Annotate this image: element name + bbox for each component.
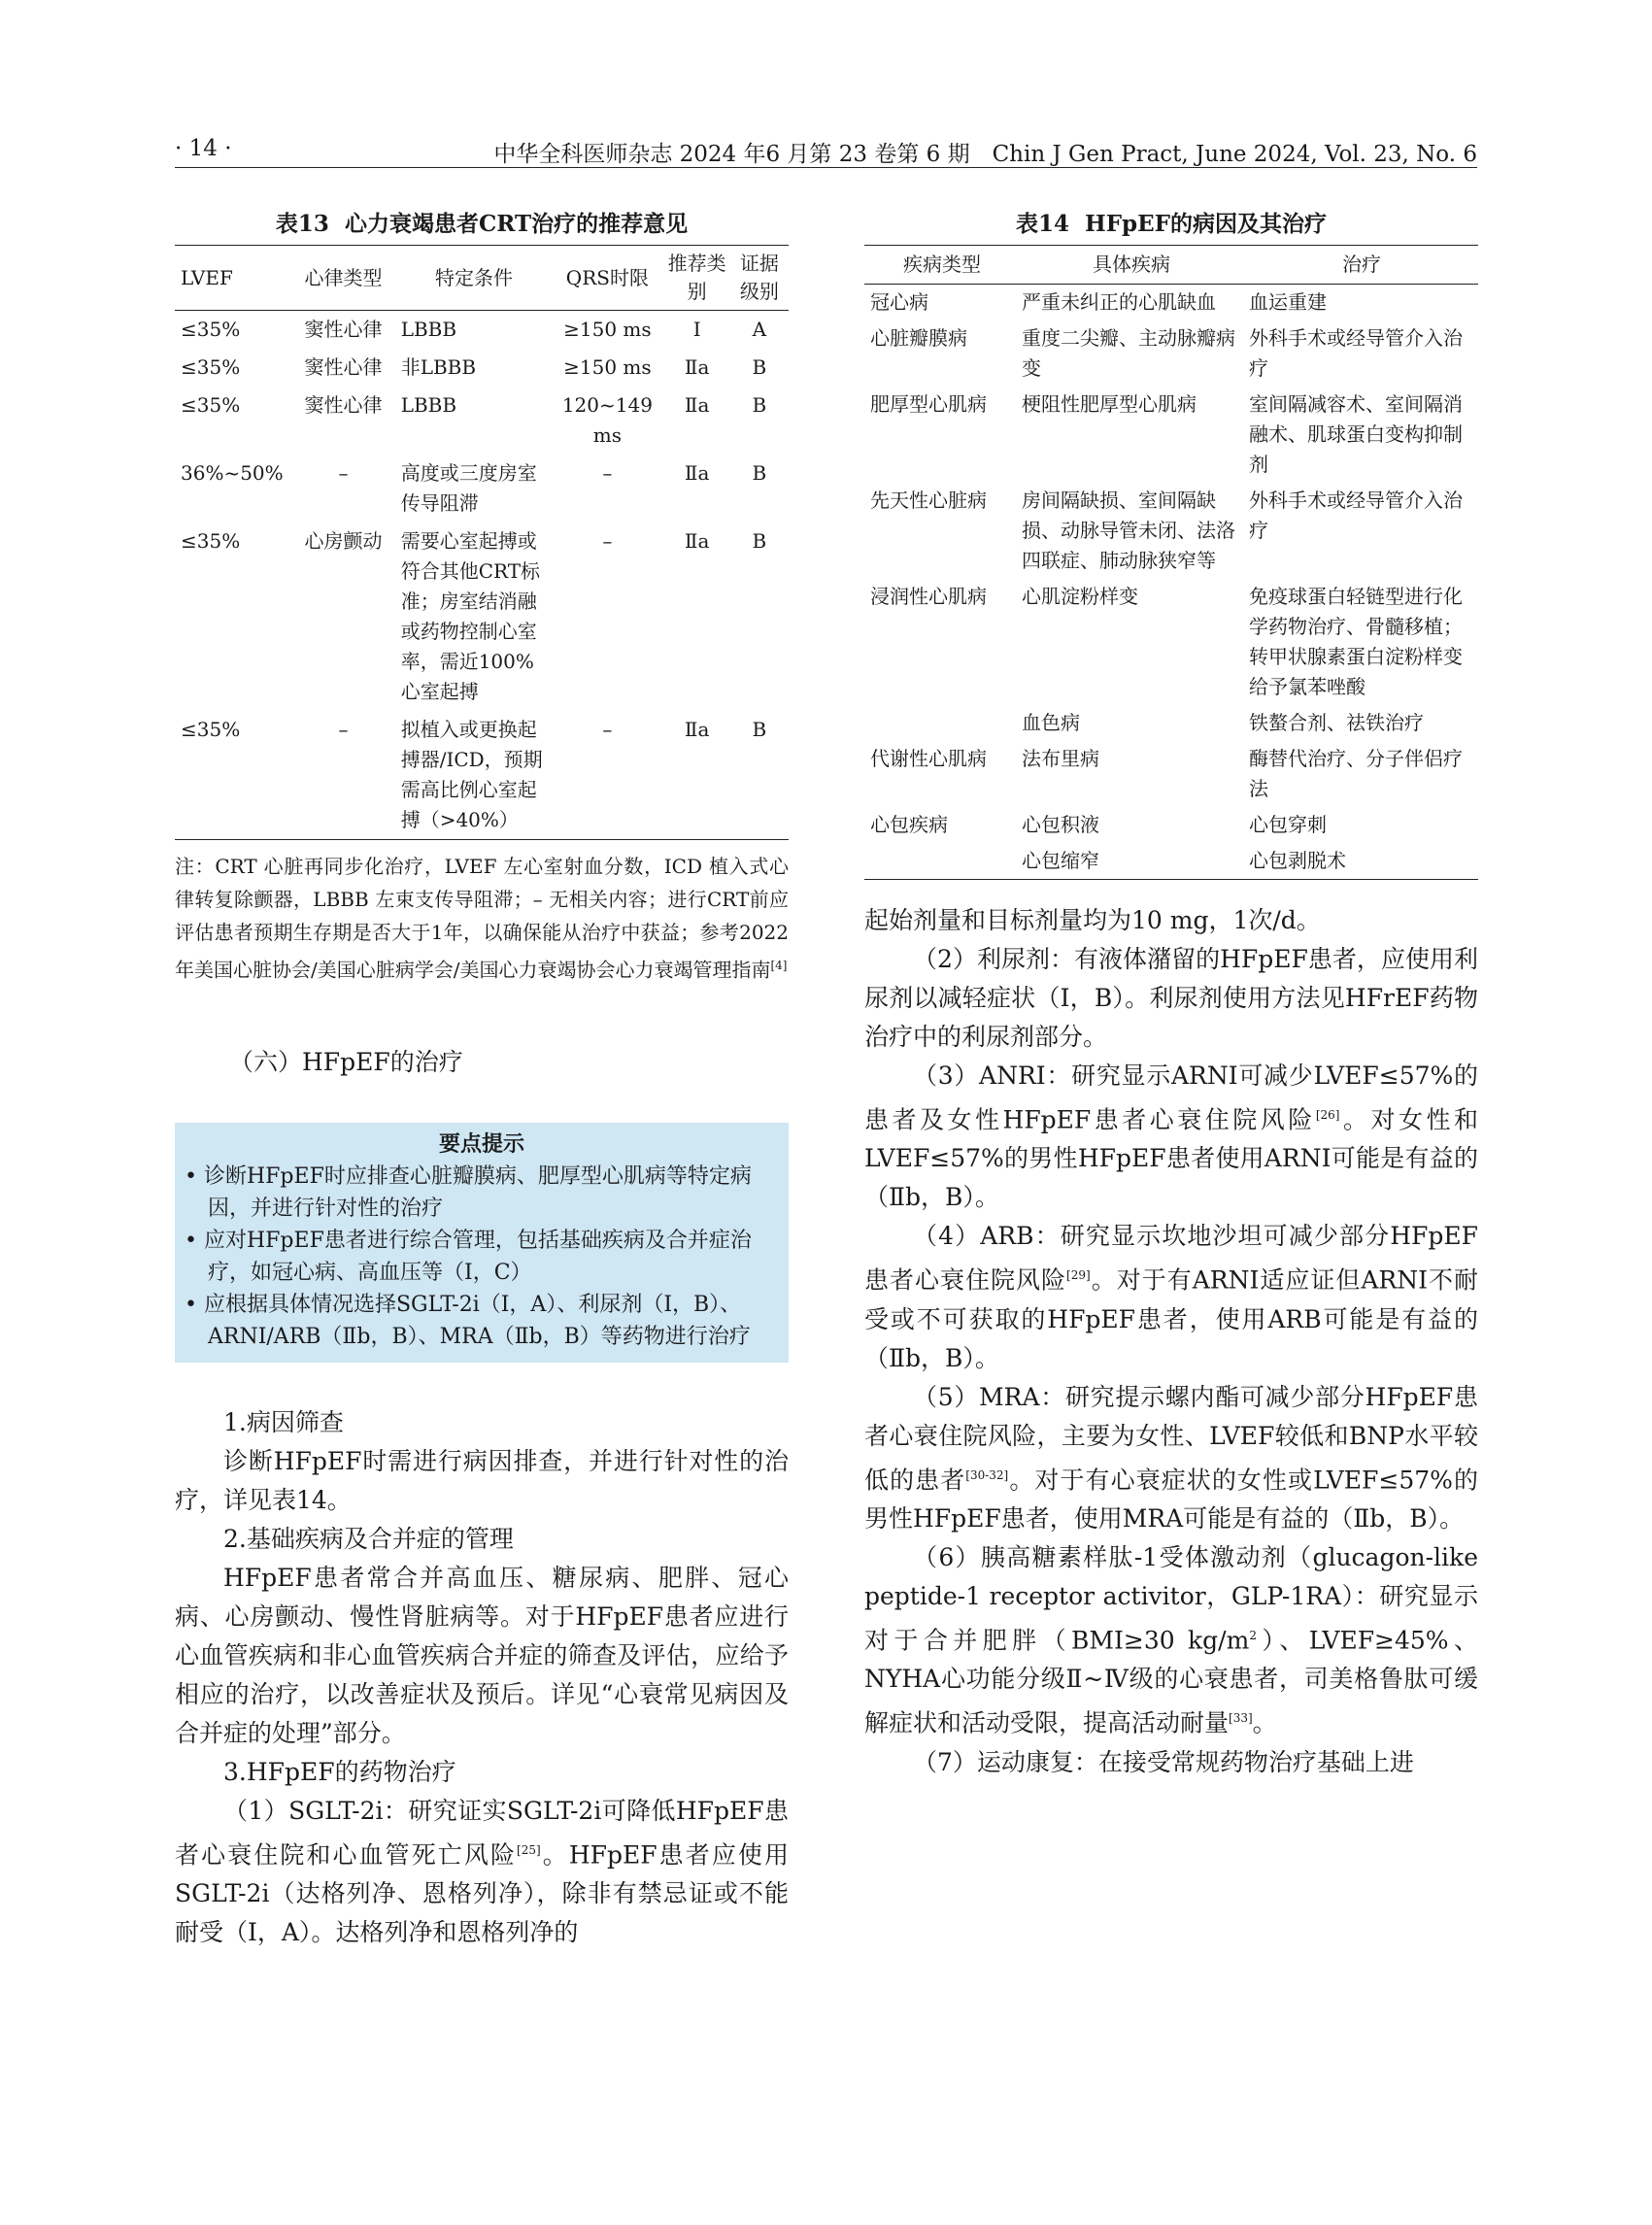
paragraph-text: 。对于有ARNI适应证但ARNI不耐受或不可获取的HFpEF患者，使用ARB可能是有益的（Ⅱb，B）。 <box>864 1265 1478 1372</box>
table13-header: LVEF <box>175 246 289 311</box>
table-cell: LBBB <box>400 318 457 341</box>
table-row <box>175 711 789 840</box>
table-cell: Ⅱa <box>684 393 710 417</box>
table13-header: 证据级别 <box>730 246 789 311</box>
table-cell: B <box>752 529 767 553</box>
paragraph <box>864 1538 1478 1743</box>
keypoints-title: 要点提示 <box>438 1130 524 1157</box>
paragraph-text: （1）SGLT-2i：研究证实SGLT-2i可降低HFpEF患者心衰住院和心血管死亡风险 <box>175 1796 789 1869</box>
citation: [25] <box>517 1842 541 1857</box>
table-cell: 窦性心律 <box>304 393 383 417</box>
paragraph-text: 。 <box>1252 1708 1277 1737</box>
table-cell: 窦性心律 <box>304 355 383 379</box>
table-cell: Ⅱa <box>684 718 710 741</box>
citation: [4] <box>770 959 788 972</box>
table-cell: – <box>602 461 613 485</box>
table-cell <box>864 843 1018 880</box>
table-cell: Ⅱa <box>684 461 710 485</box>
table-cell: 肥厚型心肌病 <box>870 392 987 416</box>
paragraph-text: （3）ANRI：研究显示ARNI可减少LVEF≤57%的患者及女性HFpEF患者心衰住院风险 <box>864 1062 1478 1134</box>
paragraph-text: ）、LVEF≥45%、NYHA心功能分级Ⅱ~Ⅳ级的心衰患者，司美格鲁肽可缓解症状和活动受限，提高活动耐量 <box>864 1626 1478 1737</box>
table-cell: ≤35% <box>181 393 241 417</box>
paragraph: HFpEF患者常合并高血压、糖尿病、肥胖、冠心病、心房颤动、慢性肾脏病等。对于HFpEF患者应进行心血管疾病和非心血管疾病合并症的筛查及评估，应给予相应的治疗，以改善症状及预后。详见“心衰常见病因及合并症的处理”部分。 <box>175 1563 789 1747</box>
table-cell: ≥150 ms <box>563 355 652 379</box>
table-cell: Ⅰ <box>692 318 701 341</box>
table14 <box>864 245 1478 880</box>
table-cell: ≤35% <box>181 718 241 741</box>
table13-header: QRS时限 <box>551 246 663 311</box>
table-row <box>864 741 1478 807</box>
table14-caption <box>864 204 1478 245</box>
table-cell: 心肌淀粉样变 <box>1022 585 1138 608</box>
table-row <box>864 807 1478 843</box>
page-header <box>175 134 1477 168</box>
table14-header-row <box>864 246 1478 285</box>
table-cell: ≤35% <box>181 355 241 379</box>
paragraph-text: 。HFpEF患者应使用SGLT-2i（达格列净、恩格列净），除非有禁忌证或不能耐受（Ⅰ，A）。达格列净和恩格列净的 <box>175 1839 789 1946</box>
paragraph <box>175 1792 789 1952</box>
table-cell: 36%~50% <box>181 461 284 485</box>
table13 <box>175 245 789 840</box>
table13-header-row <box>175 246 789 311</box>
table-cell: 法布里病 <box>1022 747 1099 770</box>
table13-title: 心力衰竭患者CRT治疗的推荐意见 <box>344 211 689 237</box>
citation: [29] <box>1066 1268 1091 1283</box>
journal-info: 中华全科医师杂志 2024 年6 月第 23 卷第 6 期 Chin J Gen Pract, June 2024, Vol. 23, No. 6 <box>493 142 1477 167</box>
table-cell: 房间隔缺损、室间隔缺损、动脉导管未闭、法洛四联症、肺动脉狭窄等 <box>1022 489 1235 572</box>
table-row <box>175 455 789 523</box>
table-cell: A <box>752 318 767 341</box>
table-row <box>864 320 1478 387</box>
left-column <box>175 204 789 1952</box>
table-cell: 血色病 <box>1022 711 1080 734</box>
table-cell: 冠心病 <box>870 290 928 314</box>
table14-header: 治疗 <box>1245 246 1478 285</box>
citation: [33] <box>1229 1711 1253 1726</box>
keypoint-item: • 应对HFpEF患者进行综合管理，包括基础疾病及合并症治疗，如冠心病、高血压等（Ⅰ，C） <box>185 1228 752 1285</box>
table-cell: 120~149 ms <box>561 393 653 447</box>
table-cell: 心包缩窄 <box>1022 849 1099 872</box>
table-cell: 高度或三度房室传导阻滞 <box>400 461 537 515</box>
table-cell: – <box>602 529 613 553</box>
citation: [26] <box>1315 1108 1340 1122</box>
table-cell: 心包疾病 <box>870 813 948 836</box>
table-cell: Ⅱa <box>684 355 710 379</box>
table-cell: 外科手术或经导管介入治疗 <box>1249 326 1463 380</box>
table-cell: 浸润性心肌病 <box>870 585 987 608</box>
page-number: · 14 · <box>175 136 232 161</box>
table-row <box>175 387 789 455</box>
table-cell: 拟植入或更换起搏器/ICD，预期需高比例心室起搏（>40%） <box>400 718 543 831</box>
table-cell: 窦性心律 <box>304 318 383 341</box>
section-title: （六）HFpEF的治疗 <box>229 1047 463 1076</box>
keypoint-item: • 应根据具体情况选择SGLT-2i（Ⅰ，A）、利尿剂（Ⅰ，B）、ARNI/ARB（Ⅱb，B）、MRA（Ⅱb，B）等药物进行治疗 <box>185 1292 751 1349</box>
table-cell: 外科手术或经导管介入治疗 <box>1249 489 1463 542</box>
table-row <box>864 843 1478 880</box>
table-cell: 先天性心脏病 <box>870 489 987 512</box>
paragraph: （2）利尿剂：有液体潴留的HFpEF患者，应使用利尿剂以减轻症状（Ⅰ，B）。利尿剂使用方法见HFrEF药物治疗中的利尿剂部分。 <box>864 945 1478 1051</box>
table13-caption <box>175 204 789 245</box>
table-cell: – <box>338 718 349 741</box>
table-cell: 需要心室起搏或符合其他CRT标准；房室结消融或药物控制心室率，需近100%心室起搏 <box>400 529 541 703</box>
paragraph: 诊断HFpEF时需进行病因排查，并进行针对性的治疗，详见表14。 <box>175 1446 789 1514</box>
keypoint-item: • 诊断HFpEF时应排查心脏瓣膜病、肥厚型心肌病等特定病因，并进行针对性的治疗 <box>185 1163 752 1221</box>
table14-number: 表14 <box>1015 211 1069 237</box>
table-cell: – <box>602 718 613 741</box>
paragraph: （7）运动康复：在接受常规药物治疗基础上进 <box>913 1747 1414 1776</box>
paragraph-text: （6）胰高糖素样肽-1受体激动剂（glucagon-like peptide-1 receptor activitor，GLP-1RA）：研究显示对于合并肥胖（BMI≥30 kg/m <box>864 1542 1478 1655</box>
paragraph <box>864 1378 1478 1538</box>
right-column <box>864 204 1478 1782</box>
table-row <box>175 523 789 711</box>
table-row <box>864 285 1478 321</box>
paragraph-text: （5）MRA：研究提示螺内酯可减少部分HFpEF患者心衰住院风险，主要为女性、LVEF较低和BNP水平较低的患者 <box>864 1382 1478 1494</box>
paragraph: 起始剂量和目标剂量均为10 mg，1次/d。 <box>864 906 1321 934</box>
left-body-text <box>175 1403 789 1952</box>
table-cell: 心房颤动 <box>304 529 383 553</box>
table-cell: 代谢性心肌病 <box>870 747 987 770</box>
table-cell: 重度二尖瓣、主动脉瓣病变 <box>1022 326 1235 380</box>
table-row <box>864 387 1478 483</box>
table-cell <box>864 705 1018 741</box>
table-cell: 心包穿刺 <box>1249 813 1327 836</box>
table-cell: 血运重建 <box>1249 290 1327 314</box>
table-cell: 心包积液 <box>1022 813 1099 836</box>
paragraph-text: 。对于有心衰症状的女性或LVEF≤57%的男性HFpEF患者，使用MRA可能是有益的（Ⅱb，B）。 <box>864 1465 1478 1533</box>
table13-number: 表13 <box>275 211 329 237</box>
table-cell: ≤35% <box>181 529 241 553</box>
paragraph-text: 。对女性和LVEF≤57%的男性HFpEF患者使用ARNI可能是有益的（Ⅱb，B）。 <box>864 1105 1478 1212</box>
table-cell: 梗阻性肥厚型心肌病 <box>1022 392 1197 416</box>
table-cell: B <box>752 461 767 485</box>
table-row <box>175 311 789 350</box>
table13-header: 推荐类别 <box>664 246 730 311</box>
right-body-text <box>864 901 1478 1782</box>
table-cell: 非LBBB <box>400 355 477 379</box>
table-cell: ≤35% <box>181 318 241 341</box>
table13-header: 心律类型 <box>289 246 396 311</box>
subheading: 3.HFpEF的药物治疗 <box>223 1757 456 1786</box>
table13-header: 特定条件 <box>397 246 552 311</box>
table-cell: 免疫球蛋白轻链型进行化学药物治疗、骨髓移植；转甲状腺素蛋白淀粉样变给予氯苯唑酸 <box>1249 585 1463 698</box>
table-cell: LBBB <box>400 393 457 417</box>
subheading: 1.病因筛查 <box>223 1407 344 1436</box>
table-cell: 室间隔减容术、室间隔消融术、肌球蛋白变构抑制剂 <box>1249 392 1463 476</box>
table-cell: ≥150 ms <box>563 318 652 341</box>
table-cell: B <box>752 355 767 379</box>
table-cell: 心脏瓣膜病 <box>870 326 967 350</box>
keypoints-box <box>175 1123 789 1363</box>
table13-note <box>175 850 789 987</box>
table14-header: 疾病类型 <box>864 246 1018 285</box>
table14-title: HFpEF的病因及其治疗 <box>1085 211 1328 237</box>
table-row <box>175 349 789 387</box>
table-cell: – <box>338 461 349 485</box>
table-cell: B <box>752 393 767 417</box>
table-cell: 严重未纠正的心肌缺血 <box>1022 290 1216 314</box>
table-cell: B <box>752 718 767 741</box>
superscript: 2 <box>1249 1628 1257 1642</box>
table-cell: 酶替代治疗、分子伴侣疗法 <box>1249 747 1463 800</box>
table13-note-text: 注：CRT 心脏再同步化治疗，LVEF 左心室射血分数，ICD 植入式心律转复除颤器，LBBB 左束支传导阻滞；– 无相关内容；进行CRT前应评估患者预期生存期是否大于1年，以确保能从治疗中获益；参考2022年美国心脏协会/美国心脏病学会/美国心力衰竭协会心力衰竭管理指南 <box>175 855 789 982</box>
table-cell: 心包剥脱术 <box>1249 849 1346 872</box>
paragraph <box>864 1057 1478 1217</box>
subheading: 2.基础疾病及合并症的管理 <box>223 1524 514 1553</box>
paragraph <box>864 1217 1478 1377</box>
paragraph-text: （4）ARB：研究显示坎地沙坦可减少部分HFpEF患者心衰住院风险 <box>864 1222 1478 1295</box>
table-cell: 铁螯合剂、祛铁治疗 <box>1249 711 1424 734</box>
citation: [30-32] <box>965 1467 1009 1482</box>
table-cell: Ⅱa <box>684 529 710 553</box>
table-row <box>864 705 1478 741</box>
table14-header: 具体疾病 <box>1018 246 1245 285</box>
table-row <box>864 483 1478 579</box>
table-row <box>864 579 1478 705</box>
